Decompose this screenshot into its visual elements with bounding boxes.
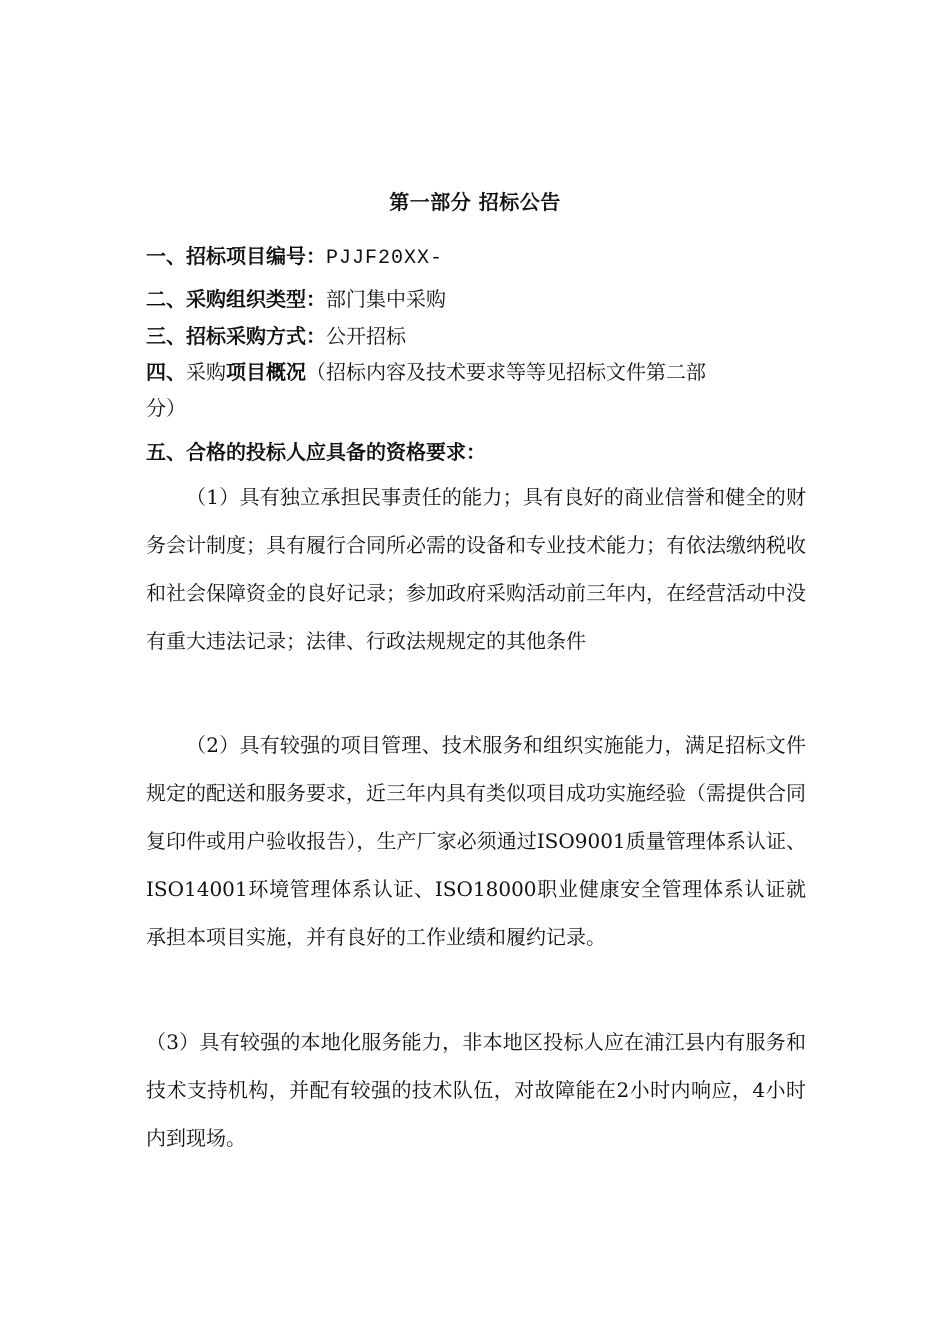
org-type-line [146,283,446,312]
overview-rest-2: 分） [146,396,186,420]
overview-normal: 采购 [186,360,226,384]
paragraph-3: （3）具有较强的本地化服务能力，非本地区投标人应在浦江县内有服务和技术支持机构，并配有较强的技术队伍，对故障能在2小时内响应，4小时内到现场。 [146,1030,806,1150]
project-number-label: 一、招标项目编号： [146,244,326,268]
paragraph-1: （1）具有独立承担民事责任的能力；具有良好的商业信誉和健全的财务会计制度；具有履行合同所必需的设备和专业技术能力；有依法缴纳税收和社会保障资金的良好记录；参加政府采购活动前三年内，在经营活动中没有重大违法记录；法律、行政法规规定的其他条件 [146,485,806,653]
org-type-label: 二、采购组织类型： [146,287,326,311]
method-label: 三、招标采购方式： [146,324,326,348]
project-number-value: PJJF20XX- [326,247,444,270]
project-number-line [146,240,443,270]
method-line [146,320,406,349]
overview-bold: 项目概况 [226,360,306,384]
overview-line-2 [146,392,186,421]
overview-line [146,356,706,385]
method-value: 公开招标 [326,324,406,348]
qualification-label: 五、合格的投标人应具备的资格要求： [146,440,486,464]
paragraph-2: （2）具有较强的项目管理、技术服务和组织实施能力，满足招标文件规定的配送和服务要求，近三年内具有类似项目成功实施经验（需提供合同复印件或用户验收报告），生产厂家必须通过ISO9001质量管理体系认证、ISO14001环境管理体系认证、ISO18000职业健康安全管理体系认证就承担本项目实施，并有良好的工作业绩和履约记录。 [146,733,806,949]
qualification-heading [146,436,486,465]
org-type-value: 部门集中采购 [326,287,446,311]
section-title: 第一部分 招标公告 [389,190,561,214]
overview-rest: （招标内容及技术要求等等见招标文件第二部 [306,360,706,384]
overview-prefix: 四、 [146,360,186,384]
